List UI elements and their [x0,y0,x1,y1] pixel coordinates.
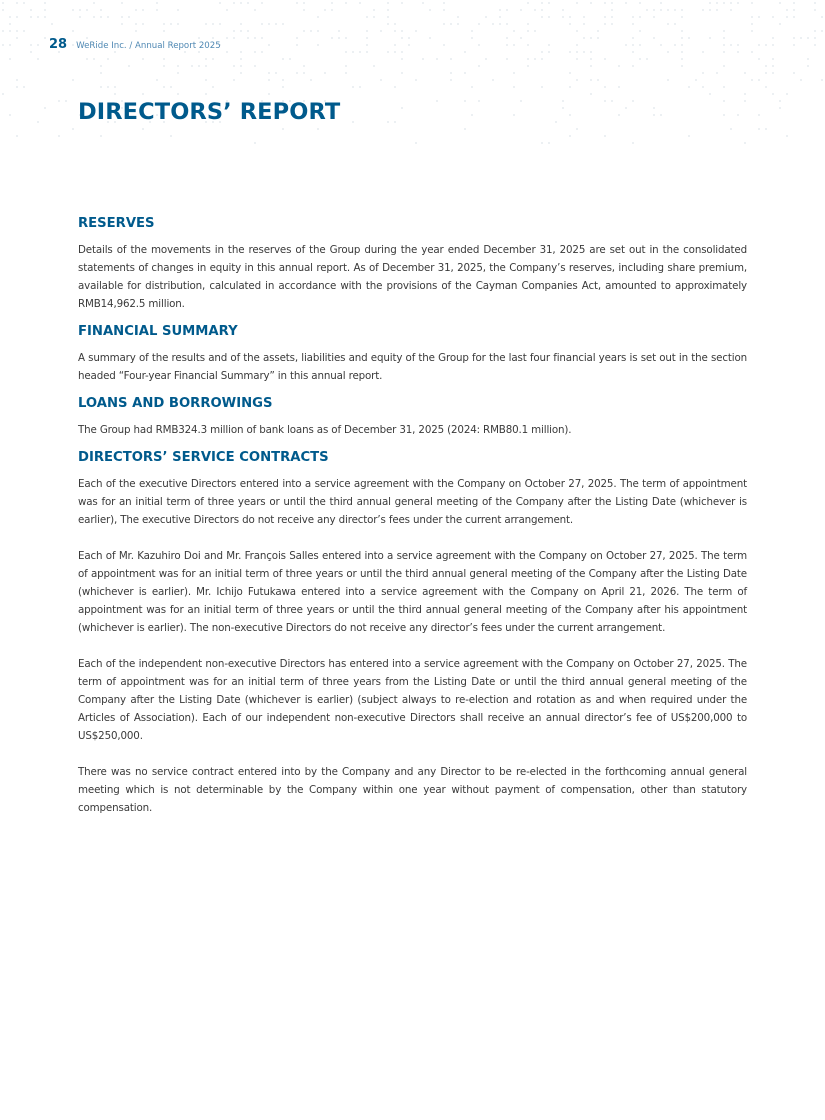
body-paragraph: The Group had RMB324.3 million of bank loans as of December 31, 2025 (2024: RMB80.1 million). [78,424,572,436]
body-paragraph: A summary of the results and of the assets, liabilities and equity of the Group for the last four financial years is set out in the section headed “Four-year Financial Summary” in this annual report. [78,352,747,382]
body-paragraph: Details of the movements in the reserves of the Group during the year ended December 31, 2025 are set out in the consolidated statements of changes in equity in this annual report. As of December 31, 2025, the Company’s reserves, including share premium, available for distribution, calculated in accordance with the provisions of the Cayman Companies Act, amounted to approximately RMB14,962.5 million. [78,244,747,310]
page-number: 28 [49,37,68,52]
section-reserves [78,214,747,313]
running-header-caption: WeRide Inc. / Annual Report 2025 [76,41,221,51]
body-paragraph: Each of Mr. Kazuhiro Doi and Mr. François Salles entered into a service agreement with the Company on October 27, 2025. The term of appointment was for an initial term of three years or until the third annual general meeting of the Company after the Listing Date (whichever is earlier). Mr. Ichijo Futukawa entered into a service agreement with the Company on April 21, 2026. The term of appointment was for an initial term of three years or until the third annual general meeting of the Company after his appointment (whichever is earlier). The non-executive Directors do not receive any director’s fees under the current arrangement. [78,550,747,634]
section-heading: FINANCIAL SUMMARY [78,324,238,339]
section-financial-summary [78,322,747,385]
body-paragraph: Each of the independent non-executive Directors has entered into a service agreement with the Company on October 27, 2025. The term of appointment was for an initial term of three years from the Listing Date or until the third annual general meeting of the Company after the Listing Date (whichever is earlier) (subject always to re-election and rotation as and when required under the Articles of Association). Each of our independent non-executive Directors shall receive an annual director’s fee of US$200,000 to US$250,000. [78,658,747,742]
section-heading: RESERVES [78,216,155,231]
report-body [78,214,747,826]
section-directors-service-contracts [78,448,747,817]
body-paragraph: There was no service contract entered into by the Company and any Director to be re-elected in the forthcoming annual general meeting which is not determinable by the Company within one year without payment of compensation, other than statutory compensation. [78,766,747,814]
running-header [49,37,221,55]
body-paragraph: Each of the executive Directors entered into a service agreement with the Company on October 27, 2025. The term of appointment was for an initial term of three years or until the third annual general meeting of the Company after the Listing Date (whichever is earlier), The executive Directors do not receive any director’s fees under the current arrangement. [78,478,747,526]
section-loans-and-borrowings [78,394,747,439]
section-heading: DIRECTORS’ SERVICE CONTRACTS [78,450,329,465]
header-dot-pattern [0,0,825,150]
page-title: DIRECTORS’ REPORT [78,99,341,125]
section-heading: LOANS AND BORROWINGS [78,396,273,411]
